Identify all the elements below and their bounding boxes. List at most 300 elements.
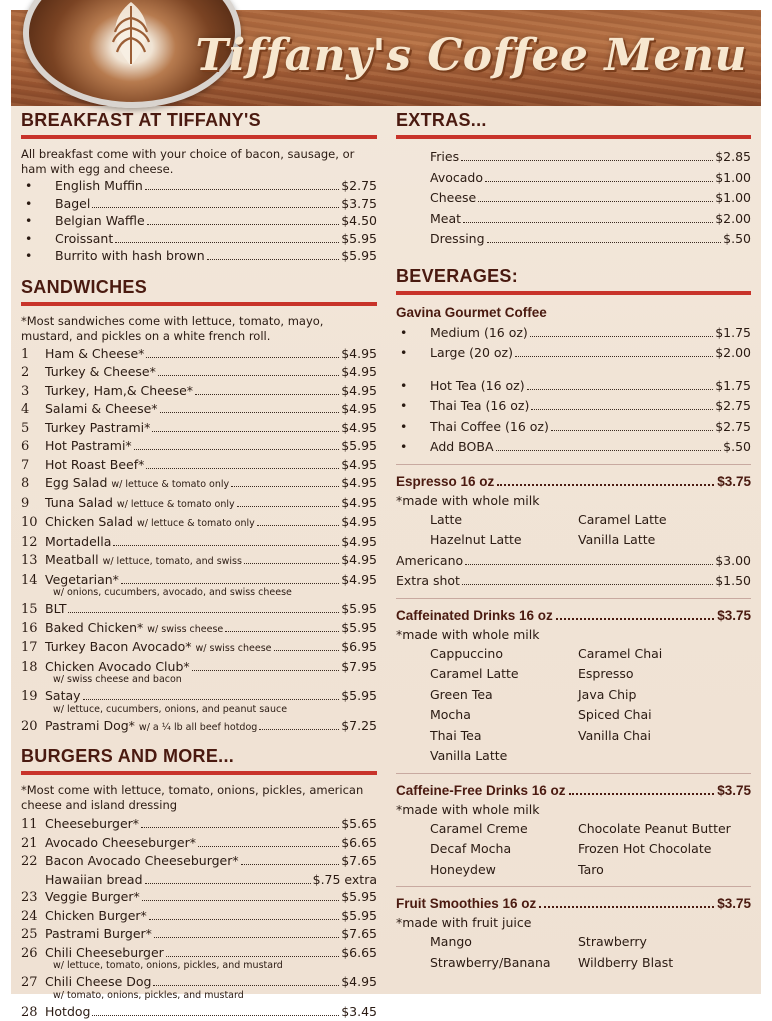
sandwich-description: w/ lettuce, cucumbers, onions, and peanut sauce <box>21 704 377 716</box>
burger-marker: 11 <box>21 816 45 834</box>
sandwich-price: $4.95 <box>341 419 377 437</box>
tea-price: $.50 <box>723 437 751 458</box>
dot-leader <box>237 506 340 507</box>
dot-leader <box>496 450 722 451</box>
sandwich-name: Pastrami Dog* w/ a ¼ lb all beef hotdog <box>45 717 257 737</box>
caffeinated-title: Caffeinated Drinks 16 oz <box>396 606 553 625</box>
caffeine-free-flavor: Decaf Mocha <box>430 839 578 860</box>
sandwich-modifier: w/ lettuce & tomato only <box>137 518 255 529</box>
burger-name: Veggie Burger* <box>45 888 140 906</box>
breakfast-price: $2.75 <box>341 177 377 195</box>
sandwich-item <box>21 437 377 456</box>
dot-leader <box>145 189 339 190</box>
espresso-heading <box>396 472 751 491</box>
extra-item <box>430 188 751 209</box>
caffeinated-flavor: Java Chip <box>578 685 738 706</box>
caffeinated-flavors <box>396 644 751 767</box>
smoothie-flavors <box>396 932 751 973</box>
smoothie-note: *made with fruit juice <box>396 913 751 932</box>
extra-name: Avocado <box>430 168 483 189</box>
dot-leader <box>121 583 339 584</box>
caffeine-free-title: Caffeine-Free Drinks 16 oz <box>396 781 566 800</box>
espresso-extra-price: $3.00 <box>715 551 751 572</box>
sandwich-price: $4.95 <box>341 345 377 363</box>
burger-price: $5.95 <box>341 907 377 925</box>
sandwich-name: Turkey, Ham,& Cheese* <box>45 382 193 400</box>
burger-item <box>21 888 377 907</box>
caffeine-free-heading <box>396 781 751 800</box>
menu-title: Tiffany's Coffee Menu <box>195 30 747 81</box>
tea-name: Hot Tea (16 oz) <box>430 376 525 397</box>
coffee-price: $2.00 <box>715 343 751 364</box>
dot-leader <box>154 937 339 938</box>
burger-name: Chili Cheese Dog <box>45 973 151 991</box>
dot-leader <box>485 181 713 182</box>
divider <box>396 773 751 774</box>
sandwiches-title: SANDWICHES <box>21 277 377 306</box>
breakfast-item <box>21 230 377 248</box>
sandwich-price: $4.95 <box>341 363 377 381</box>
coffee-item <box>396 343 751 364</box>
sandwich-marker: 16 <box>21 620 45 638</box>
breakfast-item <box>21 195 377 213</box>
sandwich-price: $4.95 <box>341 571 377 589</box>
caffeinated-heading <box>396 606 751 625</box>
breakfast-name: Belgian Waffle <box>55 212 145 230</box>
dot-leader <box>225 631 339 632</box>
sandwich-name: Vegetarian* <box>45 571 119 589</box>
dot-leader <box>530 336 713 337</box>
smoothie-flavor: Strawberry/Banana <box>430 953 578 974</box>
tea-name: Thai Coffee (16 oz) <box>430 417 549 438</box>
sandwich-marker: 17 <box>21 639 45 657</box>
espresso-flavor: Latte <box>430 510 578 531</box>
sandwich-name: Egg Salad w/ lettuce & tomato only <box>45 474 229 494</box>
espresso-block <box>396 472 751 551</box>
espresso-price: $3.75 <box>717 472 751 491</box>
coffee-marker: • <box>396 323 430 344</box>
dot-leader <box>569 793 715 795</box>
dot-leader <box>462 584 713 585</box>
sandwich-description: w/ swiss cheese and bacon <box>21 674 377 686</box>
dot-leader <box>478 201 713 202</box>
tea-item <box>396 437 751 458</box>
dot-leader <box>68 612 339 613</box>
breakfast-price: $5.95 <box>341 230 377 248</box>
burger-name: Chili Cheeseburger <box>45 944 164 962</box>
sandwich-item <box>21 717 377 737</box>
extra-item <box>430 168 751 189</box>
sandwich-marker: 3 <box>21 383 45 401</box>
burger-price: $6.65 <box>341 944 377 962</box>
sandwich-item <box>21 638 377 658</box>
dot-leader <box>146 357 339 358</box>
dot-leader <box>115 242 339 243</box>
sandwich-price: $4.95 <box>341 494 377 512</box>
extra-price: $.50 <box>723 229 751 250</box>
sandwich-marker: 1 <box>21 346 45 364</box>
dot-leader <box>166 956 339 957</box>
tea-marker: • <box>396 417 430 438</box>
burger-name: Hawaiian bread <box>45 871 143 889</box>
dot-leader <box>149 919 339 920</box>
sandwich-modifier: w/ swiss cheese <box>196 643 272 654</box>
tea-marker: • <box>396 396 430 417</box>
dot-leader <box>465 564 713 565</box>
sandwich-item <box>21 551 377 571</box>
sandwich-name: Meatball w/ lettuce, tomato, and swiss <box>45 551 242 571</box>
breakfast-marker: • <box>21 230 55 248</box>
espresso-flavor: Caramel Latte <box>578 510 738 531</box>
sandwich-marker: 2 <box>21 364 45 382</box>
menu-sheet <box>11 10 761 994</box>
burger-marker: 28 <box>21 1004 45 1021</box>
tea-marker: • <box>396 437 430 458</box>
sandwich-name: Ham & Cheese* <box>45 345 144 363</box>
sandwich-name: Baked Chicken* w/ swiss cheese <box>45 619 223 639</box>
burger-price: $4.95 <box>341 973 377 991</box>
sandwich-marker: 18 <box>21 659 45 677</box>
sandwich-name: Hot Roast Beef* <box>45 456 144 474</box>
sandwich-marker: 12 <box>21 534 45 552</box>
breakfast-name: English Muffin <box>55 177 143 195</box>
caffeine-free-flavor: Caramel Creme <box>430 819 578 840</box>
smoothies-block <box>396 894 751 973</box>
caffeinated-flavor: Vanilla Chai <box>578 726 738 747</box>
dot-leader <box>463 222 713 223</box>
sandwich-price: $5.95 <box>341 687 377 705</box>
extra-item <box>430 209 751 230</box>
caffeine-free-flavor: Taro <box>578 860 738 881</box>
caffeinated-flavor: Espresso <box>578 664 738 685</box>
smoothie-price: $3.75 <box>717 894 751 913</box>
breakfast-note: All breakfast come with your choice of bacon, sausage, or ham with egg and cheese. <box>21 147 377 177</box>
breakfast-item <box>21 177 377 195</box>
smoothie-title: Fruit Smoothies 16 oz <box>396 894 536 913</box>
sandwich-marker: 15 <box>21 601 45 619</box>
breakfast-name: Burrito with hash brown <box>55 247 205 265</box>
caffeine-free-price: $3.75 <box>717 781 751 800</box>
dot-leader <box>160 412 340 413</box>
burger-name: Chicken Burger* <box>45 907 147 925</box>
burger-price: $6.65 <box>341 834 377 852</box>
sandwich-item <box>21 419 377 438</box>
espresso-extra-item <box>396 571 751 592</box>
caffeinated-block <box>396 606 751 767</box>
coffee-list <box>396 323 751 364</box>
sandwich-item <box>21 600 377 619</box>
extra-name: Fries <box>430 147 459 168</box>
caffeinated-price: $3.75 <box>717 606 751 625</box>
sandwich-item <box>21 345 377 364</box>
caffeinated-flavor: Caramel Chai <box>578 644 738 665</box>
caffeine-free-flavors <box>396 819 751 881</box>
sandwich-name: Chicken Salad w/ lettuce & tomato only <box>45 513 255 533</box>
dot-leader <box>158 375 339 376</box>
sandwich-item <box>21 494 377 514</box>
sandwich-name: Chicken Avocado Club* <box>45 658 190 676</box>
divider <box>396 464 751 465</box>
espresso-extra-name: Extra shot <box>396 571 460 592</box>
espresso-extras-list <box>396 551 751 592</box>
sandwich-price: $4.95 <box>341 456 377 474</box>
burgers-note: *Most come with lettuce, tomato, onions, pickles, american cheese and island dressing <box>21 783 377 813</box>
smoothie-heading <box>396 894 751 913</box>
caffeine-free-note: *made with whole milk <box>396 800 751 819</box>
burger-description: w/ lettuce, tomato, onions, pickles, and mustard <box>21 960 377 972</box>
sandwich-description: w/ onions, cucumbers, avocado, and swiss cheese <box>21 587 377 599</box>
extra-price: $2.85 <box>715 147 751 168</box>
sandwich-marker: 6 <box>21 438 45 456</box>
burger-item <box>21 815 377 834</box>
sandwich-item <box>21 474 377 494</box>
sandwich-price: $4.95 <box>341 400 377 418</box>
sandwich-marker: 9 <box>21 495 45 513</box>
caffeinated-flavor: Spiced Chai <box>578 705 738 726</box>
dot-leader <box>527 389 714 390</box>
espresso-extra-price: $1.50 <box>715 571 751 592</box>
sandwich-price: $6.95 <box>341 638 377 656</box>
sandwich-name: Salami & Cheese* <box>45 400 158 418</box>
sandwich-marker: 7 <box>21 457 45 475</box>
dot-leader <box>145 883 311 884</box>
coffee-name: Large (20 oz) <box>430 343 513 364</box>
dot-leader <box>244 563 339 564</box>
dot-leader <box>515 356 713 357</box>
sandwich-modifier: w/ lettuce & tomato only <box>117 499 235 510</box>
breakfast-marker: • <box>21 212 55 230</box>
dot-leader <box>231 486 339 487</box>
burger-price: $.75 extra <box>313 871 377 889</box>
dot-leader <box>461 160 713 161</box>
sandwich-price: $4.95 <box>341 551 377 569</box>
caffeinated-flavor: Vanilla Latte <box>430 746 578 767</box>
sandwich-price: $5.95 <box>341 600 377 618</box>
sandwich-marker: 13 <box>21 552 45 570</box>
tea-name: Add BOBA <box>430 437 494 458</box>
dot-leader <box>152 431 339 432</box>
caffeine-free-block <box>396 781 751 881</box>
sandwich-marker: 8 <box>21 475 45 493</box>
breakfast-marker: • <box>21 177 55 195</box>
dot-leader <box>92 1015 339 1016</box>
dot-leader <box>146 468 339 469</box>
dot-leader <box>556 618 714 620</box>
burger-price: $7.65 <box>341 925 377 943</box>
caffeine-free-flavor: Honeydew <box>430 860 578 881</box>
tea-price: $2.75 <box>715 396 751 417</box>
sandwich-item <box>21 619 377 639</box>
espresso-note: *made with whole milk <box>396 491 751 510</box>
sandwich-name: Satay <box>45 687 81 705</box>
breakfast-price: $4.50 <box>341 212 377 230</box>
dot-leader <box>192 670 340 671</box>
sandwich-list <box>21 345 377 737</box>
burger-name: Avocado Cheeseburger* <box>45 834 196 852</box>
sandwich-price: $4.95 <box>341 474 377 492</box>
burger-price: $5.65 <box>341 815 377 833</box>
left-column <box>21 110 377 1021</box>
right-column <box>396 110 751 973</box>
burger-name: Pastrami Burger* <box>45 925 152 943</box>
burgers-title: BURGERS AND MORE... <box>21 746 377 775</box>
dot-leader <box>207 259 340 260</box>
sandwich-marker: 20 <box>21 718 45 736</box>
extra-price: $1.00 <box>715 168 751 189</box>
divider <box>396 886 751 887</box>
caffeinated-flavor: Thai Tea <box>430 726 578 747</box>
sandwich-item <box>21 533 377 552</box>
tea-list <box>396 376 751 458</box>
sandwich-item <box>21 400 377 419</box>
breakfast-list <box>21 177 377 265</box>
sandwich-modifier: w/ a ¼ lb all beef hotdog <box>139 722 257 733</box>
dot-leader <box>551 430 713 431</box>
tea-price: $1.75 <box>715 376 751 397</box>
sandwich-modifier: w/ lettuce, tomato, and swiss <box>103 556 242 567</box>
dot-leader <box>539 906 714 908</box>
sandwich-name: Hot Pastrami* <box>45 437 132 455</box>
dot-leader <box>134 449 340 450</box>
smoothie-flavor: Mango <box>430 932 578 953</box>
sandwich-name: Tuna Salad w/ lettuce & tomato only <box>45 494 235 514</box>
burger-price: $5.95 <box>341 888 377 906</box>
sandwich-name: Turkey Bacon Avocado* w/ swiss cheese <box>45 638 272 658</box>
burger-marker: 26 <box>21 945 45 963</box>
sandwich-price: $5.95 <box>341 619 377 637</box>
dot-leader <box>142 900 339 901</box>
sandwich-item <box>21 382 377 401</box>
breakfast-marker: • <box>21 195 55 213</box>
sandwich-name: Turkey & Cheese* <box>45 363 156 381</box>
extra-price: $1.00 <box>715 188 751 209</box>
tea-item <box>396 417 751 438</box>
dot-leader <box>92 207 339 208</box>
dot-leader <box>147 224 340 225</box>
breakfast-marker: • <box>21 247 55 265</box>
sandwich-marker: 19 <box>21 688 45 706</box>
extra-item <box>430 229 751 250</box>
dot-leader <box>195 394 339 395</box>
tea-item <box>396 376 751 397</box>
dot-leader <box>241 864 340 865</box>
sandwich-price: $5.95 <box>341 437 377 455</box>
coffee-marker: • <box>396 343 430 364</box>
burger-name: Cheeseburger* <box>45 815 139 833</box>
sandwich-item <box>21 513 377 533</box>
burger-item <box>21 907 377 926</box>
sandwich-item <box>21 363 377 382</box>
sandwich-name: Turkey Pastrami* <box>45 419 150 437</box>
extra-name: Dressing <box>430 229 485 250</box>
burger-marker: 27 <box>21 974 45 992</box>
burger-item <box>21 1003 377 1021</box>
latte-leaf-icon <box>81 0 181 70</box>
extra-name: Cheese <box>430 188 476 209</box>
dot-leader <box>487 242 722 243</box>
breakfast-price: $5.95 <box>341 247 377 265</box>
dot-leader <box>531 409 713 410</box>
burger-name: Hotdog <box>45 1003 90 1021</box>
dot-leader <box>198 846 339 847</box>
burger-marker: 23 <box>21 889 45 907</box>
sandwich-name: Mortadella <box>45 533 111 551</box>
breakfast-item <box>21 247 377 265</box>
burger-marker: 24 <box>21 908 45 926</box>
caffeinated-flavor: Green Tea <box>430 685 578 706</box>
coffee-price: $1.75 <box>715 323 751 344</box>
sandwich-modifier: w/ lettuce & tomato only <box>111 479 229 490</box>
sandwich-marker: 5 <box>21 420 45 438</box>
gavina-title: Gavina Gourmet Coffee <box>396 303 751 323</box>
dot-leader <box>259 729 339 730</box>
burger-marker: 25 <box>21 926 45 944</box>
caffeine-free-flavor: Frozen Hot Chocolate <box>578 839 738 860</box>
caffeinated-flavor: Caramel Latte <box>430 664 578 685</box>
beverages-title: BEVERAGES: <box>396 266 751 295</box>
caffeinated-flavor: Mocha <box>430 705 578 726</box>
sandwiches-note: *Most sandwiches come with lettuce, tomato, mayo, mustard, and pickles on a white french roll. <box>21 314 377 344</box>
sandwich-price: $7.25 <box>341 717 377 735</box>
dot-leader <box>274 650 340 651</box>
espresso-flavors <box>396 510 751 551</box>
breakfast-item <box>21 212 377 230</box>
burger-item <box>21 871 377 889</box>
burger-marker: 22 <box>21 853 45 871</box>
sandwich-marker: 14 <box>21 572 45 590</box>
caffeinated-flavor <box>578 746 738 767</box>
espresso-extra-item <box>396 551 751 572</box>
coffee-item <box>396 323 751 344</box>
burger-item <box>21 834 377 853</box>
espresso-title: Espresso 16 oz <box>396 472 494 491</box>
smoothie-flavor: Wildberry Blast <box>578 953 738 974</box>
breakfast-title: BREAKFAST AT TIFFANY'S <box>21 110 377 139</box>
sandwich-price: $7.95 <box>341 658 377 676</box>
caffeinated-flavor: Cappuccino <box>430 644 578 665</box>
espresso-extra-name: Americano <box>396 551 463 572</box>
sandwich-price: $4.95 <box>341 513 377 531</box>
extras-title: EXTRAS... <box>396 110 751 139</box>
caffeine-free-flavor: Chocolate Peanut Butter <box>578 819 738 840</box>
espresso-flavor: Vanilla Latte <box>578 530 738 551</box>
divider <box>396 598 751 599</box>
tea-marker: • <box>396 376 430 397</box>
extra-price: $2.00 <box>715 209 751 230</box>
burger-marker: 21 <box>21 835 45 853</box>
sandwich-name: BLT <box>45 600 66 618</box>
caffeinated-note: *made with whole milk <box>396 625 751 644</box>
burger-name: Bacon Avocado Cheeseburger* <box>45 852 239 870</box>
sandwich-marker: 10 <box>21 514 45 532</box>
breakfast-name: Croissant <box>55 230 113 248</box>
burger-item <box>21 852 377 871</box>
dot-leader <box>141 827 339 828</box>
dot-leader <box>113 545 339 546</box>
burger-item <box>21 925 377 944</box>
dot-leader <box>257 525 339 526</box>
extra-item <box>430 147 751 168</box>
extra-name: Meat <box>430 209 461 230</box>
breakfast-price: $3.75 <box>341 195 377 213</box>
sandwich-item <box>21 456 377 475</box>
burger-description: w/ tomato, onions, pickles, and mustard <box>21 990 377 1002</box>
breakfast-name: Bagel <box>55 195 90 213</box>
sandwich-price: $4.95 <box>341 382 377 400</box>
sandwich-modifier: w/ swiss cheese <box>147 624 223 635</box>
dot-leader <box>83 699 340 700</box>
dot-leader <box>497 484 714 486</box>
